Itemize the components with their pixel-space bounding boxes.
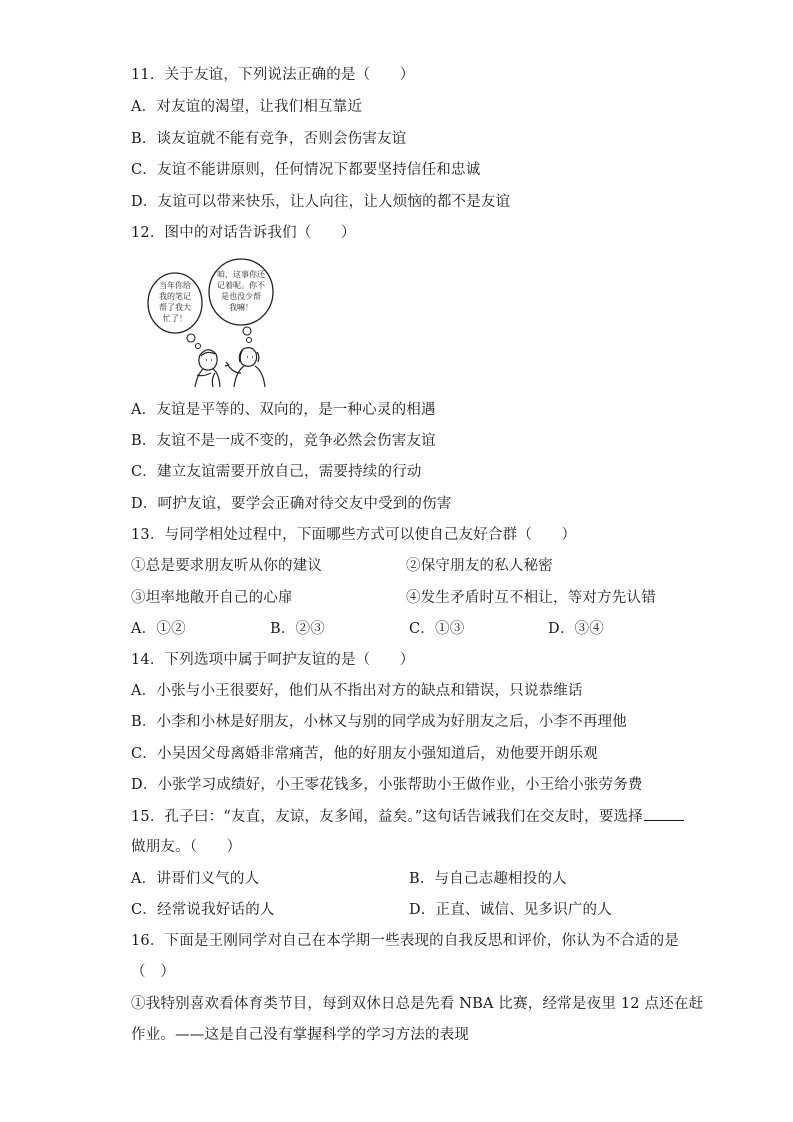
- q13-options-row: [131, 619, 751, 639]
- q13-stem: 13．与同学相处过程中，下面哪些方式可以使自己友好合群（ ）: [131, 527, 577, 543]
- q13-option-b: B．②③: [270, 621, 325, 637]
- left-bubble-line-1: 当年你给: [159, 281, 191, 290]
- q11-option-a: A．对友谊的渴望，让我们相互靠近: [131, 99, 363, 115]
- q13-option-a: A．①②: [131, 621, 186, 637]
- q13-statement-2: ②保守朋友的私人秘密: [406, 558, 553, 574]
- left-bubble-line-2: 我的笔记: [159, 292, 191, 301]
- q11-option-d: D．友谊可以带来快乐，让人向往，让人烦恼的都不是友谊: [131, 194, 511, 210]
- q12-cartoon-figure: [145, 255, 275, 387]
- q16-stem-line-1: 16．下面是王刚同学对自己在本学期一些表现的自我反思和评价，你认为不合适的是: [131, 933, 680, 949]
- q16-stem-line-2: （ ）: [131, 964, 176, 980]
- right-bubble-line-1: 咱，这事你还: [217, 270, 265, 279]
- q13-statement-3: ③坦率地敞开自己的心扉: [131, 590, 293, 606]
- q11-stem: 11．关于友谊，下列说法正确的是（ ）: [131, 67, 415, 83]
- q15-option-a: A．讲哥们义气的人: [131, 871, 260, 887]
- q12-option-b: B．友谊不是一成不变的，竞争必然会伤害友谊: [131, 433, 436, 449]
- q15-option-b: B．与自己志趣相投的人: [409, 871, 567, 887]
- q15-options-row-1: [131, 869, 751, 889]
- left-bubble-line-3: 帮了我大: [159, 303, 191, 312]
- q13-statement-1: ①总是要求朋友听从你的建议: [131, 558, 323, 574]
- q12-stem: 12．图中的对话告诉我们（ ）: [131, 225, 356, 241]
- q14-option-a: A．小张与小王很要好，他们从不指出对方的缺点和错误，只说恭维话: [131, 683, 583, 699]
- q15-stem-line-1: [131, 806, 685, 827]
- q13-option-d: D．③④: [548, 621, 604, 637]
- q15-stem-after: 做朋友。（ ）: [131, 839, 242, 855]
- right-bubble-line-4: 我嘛！: [229, 303, 253, 312]
- q16-item-1-line-2: 作业。——这是自己没有掌握科学的学习方法的表现: [131, 1027, 470, 1043]
- q14-stem: 14．下列选项中属于呵护友谊的是（ ）: [131, 652, 415, 668]
- q13-statements-row-2: [131, 588, 751, 608]
- q15-option-d: D．正直、诚信、见多识广的人: [409, 902, 612, 918]
- right-person-drawing: [225, 348, 265, 387]
- q13-statement-4: ④发生矛盾时互不相让，等对方先认错: [406, 590, 656, 606]
- q15-options-row-2: [131, 900, 751, 920]
- q13-option-c: C．①③: [409, 621, 465, 637]
- left-person-drawing: [195, 350, 220, 387]
- q11-option-b: B．谈友谊就不能有竞争，否则会伤害友谊: [131, 131, 407, 147]
- q12-option-c: C．建立友谊需要开放自己，需要持续的行动: [131, 464, 422, 480]
- q14-option-c: C．小吴因父母离婚非常痛苦，他的好朋友小强知道后，劝他要开朗乐观: [131, 746, 598, 762]
- q15-option-c: C．经常说我好话的人: [131, 902, 275, 918]
- right-bubble-line-3: 是也没少帮: [221, 292, 261, 301]
- q14-option-b: B．小李和小林是好朋友，小林又与别的同学成为好朋友之后，小李不再理他: [131, 714, 627, 730]
- q14-option-d: D．小张学习成绩好，小王零花钱多，小张帮助小王做作业，小王给小张劳务费: [131, 777, 643, 793]
- q15-stem-before: 15．孔子曰：“友直，友谅，友多闻，益矣。”这句话告诫我们在交友时，要选择: [131, 809, 643, 825]
- q13-statements-row-1: [131, 556, 751, 576]
- q12-option-a: A．友谊是平等的、双向的，是一种心灵的相遇: [131, 402, 436, 418]
- q12-option-d: D．呵护友谊，要学会正确对待交友中受到的伤害: [131, 496, 452, 512]
- q16-item-1-line-1: ①我特别喜欢看体育类节目，每到双休日总是先看 NBA 比赛，经常是夜里 12 点还在赶: [131, 996, 704, 1012]
- q11-option-c: C．友谊不能讲原则，任何情况下都要坚持信任和忠诚: [131, 162, 481, 178]
- left-bubble-line-4: 忙了！: [163, 314, 187, 323]
- right-bubble-line-2: 记着呢。你不: [217, 281, 265, 290]
- q15-answer-blank: [644, 806, 684, 821]
